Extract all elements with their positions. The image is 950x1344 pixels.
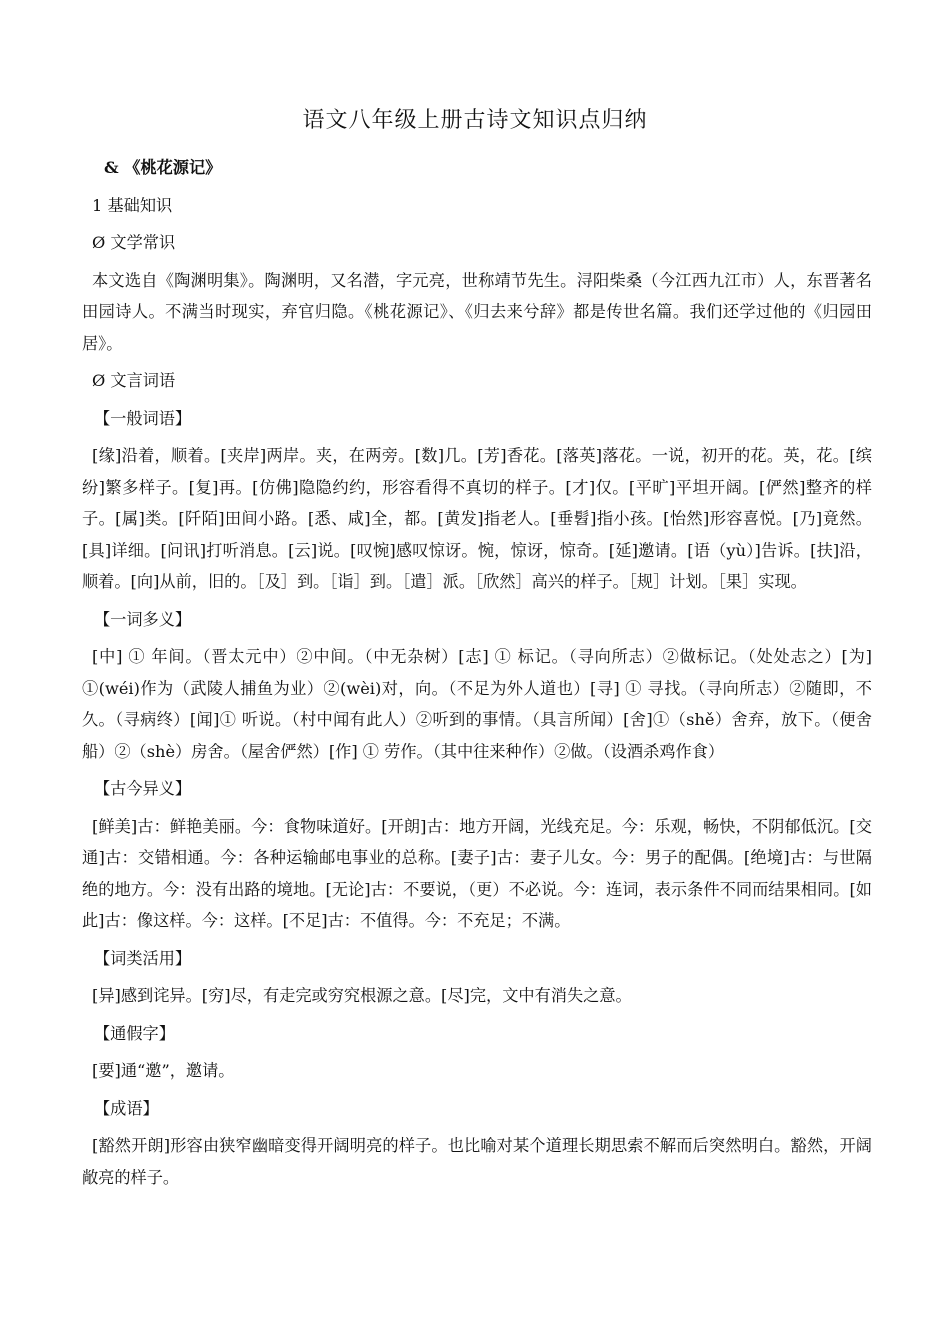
document-title: 语文八年级上册古诗文知识点归纳 xyxy=(302,108,648,133)
section-heading-general-words: 【一般词语】 xyxy=(94,408,192,428)
literature-heading: Ø 文学常识 xyxy=(92,233,176,252)
lesson-title: & 《桃花源记》 xyxy=(104,158,222,177)
section-heading-ancient-modern: 【古今异义】 xyxy=(94,779,192,798)
section-text-word-class: [异]感到诧异。[穷]尽，有走完或穷究根源之意。[尽]完，文中有消失之意。 xyxy=(92,986,632,1005)
literature-paragraph: 本文选自《陶渊明集》。陶渊明，又名潜，字元亮，世称靖节先生。浔阳柴桑（今江西九江市）人，东晋著名田园诗人。不满当时现实，弃官归隐。《桃花源记》、《归去来兮辞》都是传世名篇。我们还学过他的《归园田居》。 xyxy=(82,270,872,353)
section-text-ancient-modern: [鲜美]古：鲜艳美丽。今：食物味道好。[开朗]古：地方开阔，光线充足。今：乐观，畅快，不阴郁低沉。[交通]古：交错相通。今：各种运输邮电事业的总称。[妻子]古：妻子儿女。今：男子的配偶。[绝境]古：与世隔绝的地方。今：没有出路的境地。[无论]古：不要说，（更）不必说。今：连词，表示条件不同而结果相同。[如此]古：像这样。今：这样。[不足]古：不值得。今：不充足；不满。 xyxy=(82,816,872,930)
section-heading-idioms: 【成语】 xyxy=(94,1098,159,1118)
section-text-idioms: [豁然开朗]形容由狭窄幽暗变得开阔明亮的样子。也比喻对某个道理长期思索不解而后突然明白。豁然，开阔敞亮的样子。 xyxy=(82,1136,872,1187)
basic-knowledge-heading: 1 基础知识 xyxy=(92,195,173,215)
section-text-general-words: [缘]沿着，顺着。[夹岸]两岸。夹，在两旁。[数]几。[芳]香花。[落英]落花。一说，初开的花。英，花。[缤纷]繁多样子。[复]再。[仿佛]隐隐约约，形容看得不真切的样子。[才]仅。[平旷]平坦开阔。[俨然]整齐的样子。[属]类。[阡陌]田间小路。[悉、咸]全，都。[黄发]指老人。[垂髫]指小孩。[怡然]形容喜悦。[乃]竟然。[具]详细。[问讯]打听消息。[云]说。[叹惋]感叹惊讶。惋，惊讶，惊奇。[延]邀请。[语（yù）]告诉。[扶]沿，顺着。[向]从前，旧的。［及］到。［诣］到。［遣］派。［欣然］高兴的样子。［规］计划。［果］实现。 xyxy=(82,446,872,591)
section-text-polysemy: [中] ① 年间。（晋太元中）②中间。（中无杂树）[志] ① 标记。（寻向所志）②做标记。（处处志之）[为] ①(wéi)作为（武陵人捕鱼为业）②(wèi)对，向。（不足为外人道也）[寻] ① 寻找。（寻向所志）②随即，不久。（寻病终）[闻]① 听说。（村中闻有此人）②听到的事情。（具言所闻）[舍]①（shě）舍弃，放下。（便舍船）②（shè）房舍。（屋舍俨然）[作] ① 劳作。（其中往来种作）②做。（设酒杀鸡作食） xyxy=(82,647,872,761)
section-heading-word-class: 【词类活用】 xyxy=(94,948,192,968)
section-heading-tongjiazi: 【通假字】 xyxy=(94,1023,175,1043)
classical-words-heading: Ø 文言词语 xyxy=(92,371,176,390)
document-body xyxy=(82,152,872,1199)
section-text-tongjiazi: [要]通“邀”，邀请。 xyxy=(92,1061,235,1080)
section-heading-polysemy: 【一词多义】 xyxy=(94,609,192,629)
